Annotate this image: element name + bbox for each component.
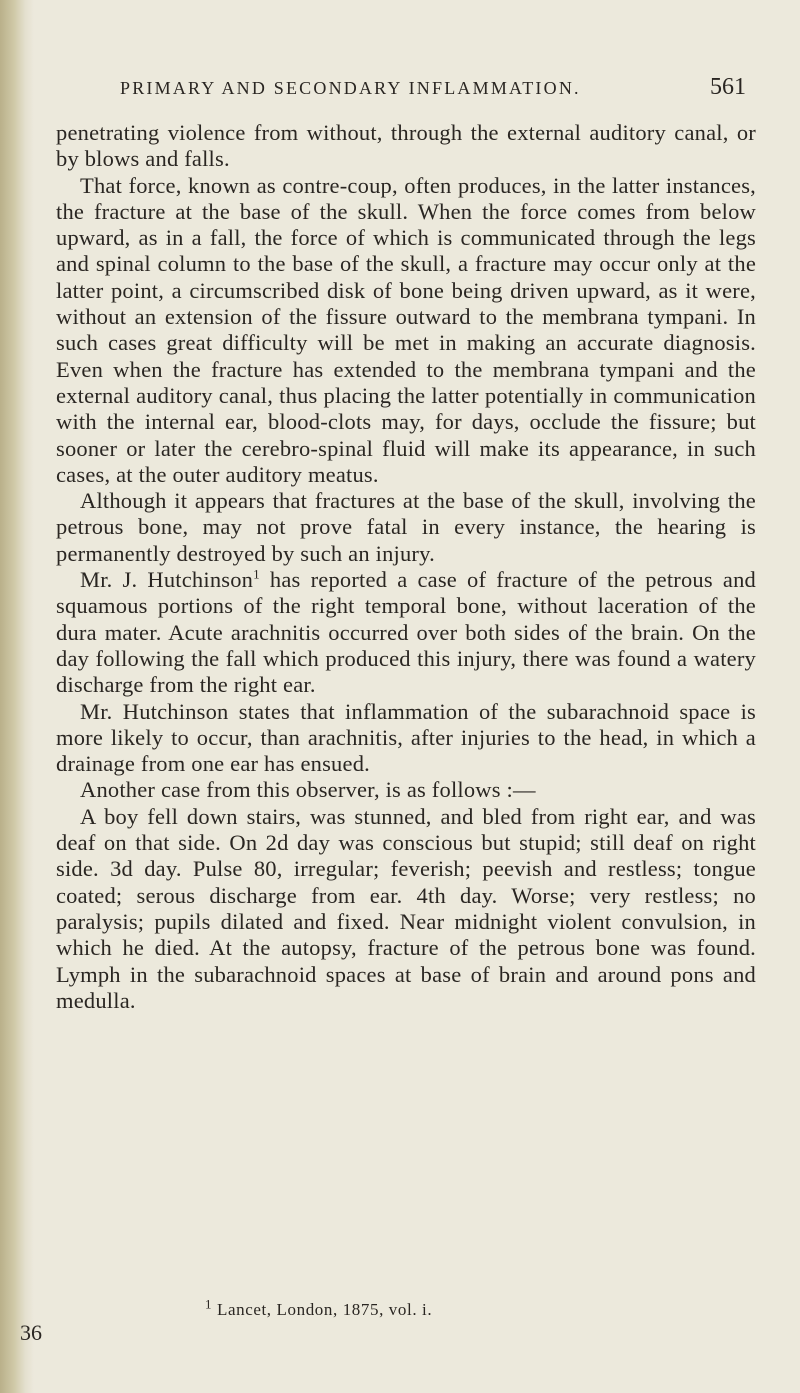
running-head <box>120 72 756 112</box>
body-text <box>56 120 756 1014</box>
paragraph-6: Another case from this observer, is as follows :— <box>80 777 536 803</box>
paragraph-4 <box>56 567 756 698</box>
paragraph-1: penetrating violence from without, through the external auditory canal, or by blows and falls. <box>56 120 756 172</box>
footnote-number: 1 <box>205 1296 213 1312</box>
paragraph-3: Although it appears that fractures at the base of the skull, involving the petrous bone, may not prove fatal in every instance, the hearing is permanently destroyed by such an injury. <box>56 488 756 566</box>
paragraph-7-case-report: A boy fell down stairs, was stunned, and bled from right ear, and was deaf on that side. On 2d day was conscious but stupid; still deaf on right side. 3d day. Pulse 80, irregular; feverish; peevish and restless; tongue coated; serous discharge from ear. 4th day. Worse; very restless; no paralysis; pupils dilated and fixed. Near midnight violent convulsion, in which he died. At the autopsy, fracture of the petrous bone was found. Lymph in the subarachnoid spaces at base of brain and around pons and medulla. <box>56 803 756 1013</box>
footnote-citation: Lancet, London, 1875, vol. i. <box>216 1300 433 1319</box>
signature-mark: 36 <box>20 1320 42 1345</box>
footnote-reference: 1 <box>253 566 260 582</box>
page-binding-edge <box>0 0 34 1393</box>
book-page <box>56 72 756 1014</box>
footnote <box>205 1296 433 1320</box>
page-number: 561 <box>710 74 746 100</box>
page-footer <box>0 1298 700 1346</box>
paragraph-2: That force, known as contre-coup, often produces, in the latter instances, the fracture at the base of the skull. When the force comes from below upward, as in a fall, the force of which is communicated through the legs and spinal column to the base of the skull, a fracture may occur only at the latter point, a circumscribed disk of bone being driven upward, as it were, without an extension of the fissure outward to the membrana tympani. In such cases great difficulty will be met in making an accurate diagnosis. Even when the fracture has extended to the membrana tympani and the external auditory canal, thus placing the latter potentially in communication with the internal ear, blood-clots may, for days, occlude the fissure; but sooner or later the cerebro-spinal fluid will make its appearance, in such cases, at the outer auditory meatus. <box>56 172 756 487</box>
paragraph-4-rest: has reported a case of fracture of the petrous and squamous portions of the right temporal bone, without laceration of the dura mater. Acute arachnitis occurred over both sides of the brain. On the day following the fall which produced this injury, there was found a watery discharge from the right ear. <box>56 567 756 698</box>
paragraph-4-lead: Mr. J. Hutchinson <box>80 567 254 593</box>
running-head-title: PRIMARY AND SECONDARY INFLAMMATION. <box>120 78 581 98</box>
paragraph-5: Mr. Hutchinson states that inflammation of the subarachnoid space is more likely to occur, than arachnitis, after injuries to the head, in which a drainage from one ear has ensued. <box>56 698 756 777</box>
